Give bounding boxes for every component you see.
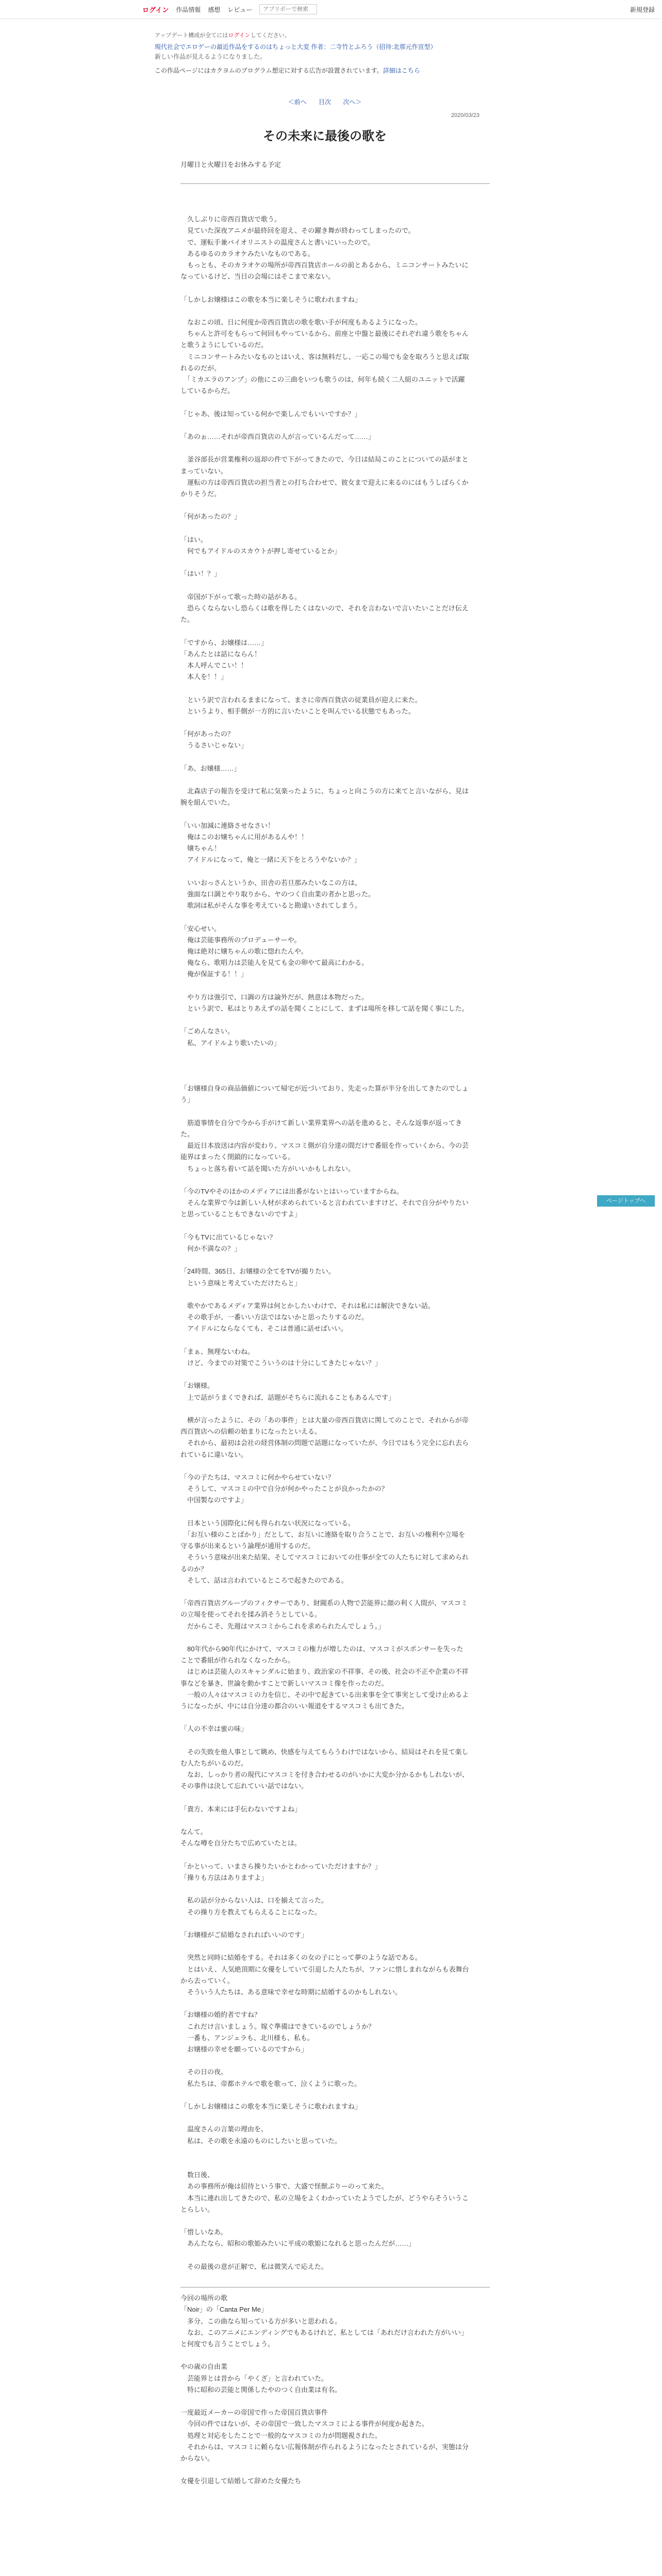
text-line: 突然と同時に結婚をする。それは多くの女の子にとって夢のような話である。 — [180, 1954, 422, 1962]
top-navigation-bar — [0, 0, 662, 19]
text-line: 横が言ったように、その「あの事件」とは大量の帝西百貨店に関してのことで、それからが帝西百貨店への信頼の始まりになったといえる。 — [180, 1416, 469, 1436]
text-line: アイドルになって、俺と一緒に天下をとろうやないか？」 — [180, 856, 361, 864]
text-line: それからは、マスコミに頼らない広報体制が作られるようになったとされているが、実態は分からない。 — [180, 2443, 469, 2462]
text-line: 私たちは、帝都ホテルで歌を歌って、泣くように歌った。 — [180, 2079, 361, 2088]
text-line — [180, 2464, 469, 2476]
text-line: 女優を引退して結婚して辞めた女優たち — [180, 2477, 302, 2485]
text-line: 一般の人々はマスコミの力を信じ、その中で起きている出来事を全て事実として受け止めるようになったが、中には自分達の都合のいい報道をするマスコミも出てきた。 — [180, 1690, 469, 1710]
prev-chapter-link[interactable]: ＜前へ — [288, 98, 307, 106]
text-line: 日本という国際化に何も得られない状況になっている。 — [180, 1519, 355, 1527]
text-line — [180, 1255, 469, 1266]
text-line — [180, 2158, 469, 2170]
text-line — [180, 1918, 469, 1929]
text-line: その最後の意が正解で、私は微笑んで応えた。 — [180, 2262, 328, 2270]
page-top-button[interactable]: ページトップへ — [597, 1195, 655, 1207]
text-line: 本人呼んでこい！！ — [180, 661, 248, 669]
text-line: 「お嬢様自身の商品価値について帰宅が近づいており、先走った算が半分を出してきたのでしょう」 — [180, 1084, 469, 1104]
text-line — [180, 683, 469, 694]
text-line — [180, 980, 469, 992]
text-line: 「あ、お嬢様……」 — [180, 764, 241, 772]
text-line — [180, 1850, 469, 1861]
text-line — [180, 2147, 469, 2158]
text-line: アイドルにならなくても、そこは普通に話せばいい。 — [180, 1325, 347, 1333]
text-line: けど、今までの対策でこういうのは十分にしてきたじゃない？」 — [180, 1359, 382, 1367]
text-line — [180, 1586, 469, 1598]
text-line: そういう人たちは、ある意味で幸せな時期に結婚するのかもしれない。 — [180, 1988, 402, 1996]
text-line: 筋道事情を自分で今から手がけて新しい業界業界への話を進めると、そんな返事が返ってきた。 — [180, 1118, 462, 1139]
text-line — [180, 580, 469, 591]
text-line — [180, 2090, 469, 2101]
chapter-title: その未来に最後の歌を — [263, 129, 387, 143]
text-line — [180, 2250, 469, 2261]
text-line: もっとも、そのカラオケの場所が帝西百貨店ホールの前とあるから、ミニコンサートみたいになっているけど、当日の会場にはそこまで来ない。 — [180, 261, 469, 281]
text-line: 「貴方、本来には手伝わないですよね」 — [180, 1805, 302, 1813]
text-line — [180, 1506, 469, 1518]
text-line: 俺はこのお嬢ちゃんに用があるんや！！ — [180, 833, 308, 841]
text-line — [180, 1072, 469, 1083]
text-line — [180, 866, 469, 877]
notice-suffix: してください。 — [250, 32, 290, 39]
text-line — [180, 1461, 469, 1472]
text-line — [180, 500, 469, 511]
text-line — [180, 1941, 469, 1952]
text-line: 私の話が分からない人は、口を揃えて言った。 — [180, 1896, 328, 1905]
text-line: ちょっと落ち着いて話を聞いた方がいいかもしれない。 — [180, 1164, 355, 1173]
chapter-body — [180, 202, 469, 2284]
text-line: その歌手が、一番いい方法ではないかと思ったりするのだ。 — [180, 1313, 369, 1321]
text-line — [180, 752, 469, 763]
text-line — [180, 1712, 469, 1723]
chapter-afterword — [180, 2293, 469, 2487]
text-line: ミニコンサートみたいなものとはいえ、客は無料だし、一応この場でも金を取ろうと思えば取れるのだが。 — [180, 352, 469, 372]
text-line: という訳で、私はとりあえずの話を聞くことにして、まずは場所を移して話を聞く事にした。 — [180, 1004, 469, 1012]
text-line — [180, 1998, 469, 2009]
text-line: 「じゃあ、後は知っている何かで楽しんでもいいですか？」 — [180, 410, 361, 418]
text-line: 「帝西百貨店グループのフィクサーであり、財閥系の人物で芸能界に顔の利く人間が、マスコミの立場を使ってそれを揉み消そうとしている。 — [180, 1599, 468, 1619]
series-info: 新しい作品が見えるようになりました。 — [155, 53, 267, 60]
text-line: なおこの頃、日に何度か帝西百貨店の歌を歌い手が何度もあるようになった。 — [180, 318, 422, 326]
text-line: 一度最近メーカーの帝国で作った帝国百貨店事件 — [180, 2409, 328, 2417]
text-line: はじめは芸能人のスキャンダルに始まり、政治家の不祥事、その後、社会の不正や企業の不祥事などを暴き、世論を動かすことで新しいマスコミ像を作ったのだ。 — [180, 1668, 469, 1687]
text-line: 何か不満なの？」 — [180, 1245, 241, 1253]
text-line: というより、相手側が一方的に言いたいことを叫んでいる状態でもあった。 — [180, 707, 415, 715]
nav-item-review[interactable]: レビュー — [227, 6, 253, 13]
text-line: 恐らくならないし恐らくは歌を得したくはないので、それを言わないで言いたいことだけ伝えた。 — [180, 604, 469, 624]
text-line: あんたなら、昭和の歌姫みたいに平成の歌姫になれると思ったんだが……」 — [180, 2240, 416, 2248]
chapter-preface: 月曜日と火曜日をお休みする予定 — [180, 161, 282, 168]
text-line — [180, 2273, 469, 2284]
text-line: 上で話がうまくできれば、話題がそちらに流れることもあるんです」 — [180, 1393, 395, 1401]
text-line: そうして、マスコミの中で自分が何かやったことが良かったかの？ — [180, 1485, 388, 1493]
text-line: うるさいじゃない」 — [180, 741, 248, 750]
text-line: 「操りも方法はありますよ」 — [180, 1874, 268, 1882]
search-input[interactable] — [259, 4, 317, 14]
text-line: 処理と対応をしたことで一般的なマスコミの力が問題視された。 — [180, 2431, 382, 2439]
text-line: 「何があったの？ — [180, 730, 234, 738]
text-line: 「安心せい。 — [180, 924, 221, 933]
text-line: 特に昭和の芸能と関係したやのつく自由業は有名。 — [180, 2385, 342, 2394]
nav-item-reviews[interactable]: 感想 — [208, 6, 221, 13]
notice-login-link[interactable]: ログイン — [228, 32, 251, 39]
text-line: とはいえ、人気絶頂期に女優をしていて引退した人たちが、ファンに惜しまれながらも表舞台から去っていく。 — [180, 1965, 469, 1985]
text-line: なお、しっかり者の現代にマスコミを付き合わせるのがいかに大変か分かるかもしれないが、その事件は決して忘れていい話ではない。 — [180, 1771, 469, 1790]
text-line — [180, 557, 469, 568]
text-line: お嬢様の幸せを願っているのですから」 — [180, 2045, 308, 2054]
text-line: あるゆるのカラオケみたいなものである。 — [180, 249, 315, 258]
text-line: 「はい！？」 — [180, 570, 221, 578]
text-line: 一番も、アンジェラも、北川様も、私も。 — [180, 2033, 314, 2042]
text-line — [180, 1049, 469, 1060]
text-line: 80年代から90年代にかけて、マスコミの権力が増したのは、マスコミがスポンサーを失ったことで番組が作られなくなったから。 — [180, 1645, 464, 1665]
text-line — [180, 202, 469, 214]
text-line: 「人の不幸は蜜の味」 — [180, 1725, 248, 1733]
text-line — [180, 1632, 469, 1643]
text-line: ちゃんと許可をもらって何回もやっているから、前座と中盤と最後にそれぞれ違う歌をちゃんと歌うようにしているのだ。 — [180, 330, 469, 349]
ad-notice — [155, 66, 500, 75]
text-line — [180, 1014, 469, 1026]
text-line: 今回の場所の歌 — [180, 2294, 228, 2302]
text-line: 「あのぉ……それが帝西百貨店の人が言っているんだって……」 — [180, 432, 375, 440]
text-line: 「惜しいなあ。 — [180, 2228, 227, 2236]
text-line: なお、このアニメにエンディングでもあるけれど、私としては「あれだけ言われた方がいい」と何度でも言うことでしょう。 — [180, 2328, 468, 2348]
text-line: 「まぁ、無理ないわね。 — [180, 1347, 255, 1355]
text-line: 多分、この曲なら知っている方が多いと思われる。 — [180, 2317, 342, 2325]
text-line: 「ごめんなさい。 — [180, 1027, 235, 1036]
next-chapter-link[interactable]: 次へ＞ — [343, 98, 362, 106]
text-line — [180, 1815, 469, 1826]
text-line: 「Noir」の「Canta Per Me」 — [180, 2306, 268, 2314]
text-line: 本人を！！」 — [180, 673, 228, 681]
text-line — [180, 2350, 469, 2361]
text-line: やり方は強引で、口調の方は論外だが、熱意は本物だった。 — [180, 993, 368, 1001]
text-line: 運転の方は帝西百貨店の担当者との打ち合わせで、彼女まで迎えに来るのにはもうしばらくかかりそうだ。 — [180, 478, 469, 498]
text-line — [180, 306, 469, 317]
text-line: 本当に連れ出してきたので、私の立場をよくわかっていたようでしたが、どうやらそういうことらしい。 — [180, 2194, 469, 2213]
text-line — [180, 1221, 469, 1232]
text-line: 「今の子たちは、マスコミに何かやらせていない？ — [180, 1473, 335, 1482]
text-line: その日の夜。 — [180, 2068, 228, 2076]
text-line — [180, 911, 469, 923]
text-line — [180, 420, 469, 431]
text-line — [180, 2055, 469, 2066]
text-line: 「お嬢様。 — [180, 1382, 214, 1390]
chapter-pager — [150, 97, 500, 106]
text-line — [180, 625, 469, 637]
series-title-link[interactable]: 現代社会でエロゲーの最近作品をするのはちょっと大変 作者：二寺竹とふろう（招待:北那元作宣型） — [155, 43, 437, 50]
table-of-contents-link[interactable]: 目次 — [318, 98, 331, 106]
text-line: 最近日本放送は内容が変わり、マスコミ側が自分達の間だけで番組を作っていくから、今の芸能界はまったく閉鎖的になっている。 — [180, 1142, 469, 1161]
login-link[interactable]: ログイン — [142, 6, 169, 14]
notice-prefix: アップデート構成が全てには — [155, 32, 228, 39]
ad-notice-text: この作品ページにはカクヨムのプログラム想定に対する広告が設置されています。 — [155, 67, 383, 74]
text-line: という意味と考えていただけたらと」 — [180, 1279, 302, 1287]
register-link[interactable]: 新規登録 — [630, 6, 655, 13]
text-line: 何でもアイドルのスカウトが押し寄せているとか」 — [180, 547, 341, 555]
text-line: 俺が保証する！！」 — [180, 970, 248, 978]
text-line: いいおっさんというか、田舎の若旦那みたいなこの方は。 — [180, 878, 362, 887]
text-line — [180, 2112, 469, 2124]
text-line: これだけ言いましょう。嫁ぐ準備はできているのでしょうか？ — [180, 2022, 375, 2030]
text-line: 強面な口調とやり取りから、ヤのつく自由業の者かと思った。 — [180, 890, 375, 898]
text-line: 中国製なのですよ」 — [180, 1496, 248, 1504]
text-line: そして、話は言われているところで起きたのである。 — [180, 1576, 348, 1584]
text-line: で、運転手兼バイオリニストの温度さんと書いにいったので。 — [180, 238, 374, 246]
text-line — [180, 1060, 469, 1072]
text-line: 「あんたとは話にならん！ — [180, 650, 261, 658]
text-line: だからこそ、先週はマスコミからこれを求められたんでしょう。」 — [180, 1622, 385, 1630]
text-line: 「今もTVに出ているじゃない？ — [180, 1233, 276, 1241]
divider-top — [180, 183, 490, 184]
text-line — [180, 282, 469, 294]
text-line: 歌詞は私がそんな事を考えていると勘違いされてしまう。 — [180, 902, 362, 910]
text-line: 北森店子の報告を受けて私に気楽ったように、ちょっと向こうの方に来てと言いながら、見は腕を組んでいた。 — [180, 787, 469, 807]
text-line: それから、最初は会社の経営体制の問題で話題になっていたが、今日ではもう完全に忘れ去られているに違いない。 — [180, 1439, 469, 1459]
text-line: そういう意味が出来た結果、そしてマスコミにおいての仕事が全ての人たちに対して求められるのか？ — [180, 1553, 469, 1573]
text-line: 数日後、 — [180, 2171, 214, 2179]
text-line: 俺なら、歌唱力は芸能人を見ても金の卵やて最高にわかる。 — [180, 959, 369, 967]
text-line — [180, 443, 469, 454]
text-line: 俺は絶対に嬢ちゃんの歌に惚れたんや。 — [180, 947, 308, 955]
text-line: 温度さんの言葉の理由を。 — [180, 2125, 268, 2133]
text-line — [180, 774, 469, 786]
text-line: 「お嬢様の婚約者ですね？ — [180, 2011, 261, 2019]
text-line — [180, 809, 469, 820]
text-line — [180, 2396, 469, 2407]
text-line: 久しぶりに帝西百貨店で歌う。 — [180, 215, 282, 224]
text-line: 「かといって、いまさら操りたいかとわかっていただけますか？」 — [180, 1862, 382, 1870]
text-line: やの歳の自由業 — [180, 2363, 228, 2371]
text-line: 「何があったの？」 — [180, 513, 241, 521]
published-date: 2020/03/23 — [451, 112, 479, 118]
text-line: 帝国が下がって歌った時の話がある。 — [180, 592, 302, 601]
text-line: 「今のTVやそのほかのメディアには出番がないとはいっていますからね。 — [180, 1188, 403, 1196]
text-line: 俺は芸能事務所のプロデューサーや。 — [180, 936, 301, 944]
text-line: 私、アイドルより歌いたいの」 — [180, 1039, 280, 1047]
text-line — [180, 2215, 469, 2227]
text-line — [180, 1175, 469, 1186]
text-line — [180, 717, 469, 728]
text-line: 嬢ちゃん！ — [180, 844, 221, 853]
text-line: そんな噂を自分たちで広めていたとは。 — [180, 1839, 301, 1848]
text-line: という訳で言われるままになって、まさに帝西百貨店の従業員が迎えに来た。 — [180, 696, 422, 704]
novel-column — [150, 31, 500, 2487]
nav-item-works[interactable]: 作品情報 — [176, 6, 201, 13]
text-line: 「はい。 — [180, 535, 208, 544]
text-line — [180, 1884, 469, 1895]
text-line — [180, 1289, 469, 1300]
text-line — [180, 1369, 469, 1380]
text-line: あの事務所が俺は招待という事で、大盛で怪獣ぷりーのって来た。 — [180, 2182, 388, 2191]
text-line: 「24時間、365日、お嬢様の全てをTVが撮りたい。 — [180, 1267, 335, 1276]
text-line: 「いい加減に連絡させなさい！ — [180, 821, 275, 829]
login-notice — [155, 31, 500, 39]
text-line: 「しかしお嬢様はこの歌を本当に楽しそうに歌われますね」 — [180, 2103, 362, 2110]
text-line: 「ミカエラのアンプ」の他にこの三曲をいつも歌うのは、何年も続く二人組のユニットで活躍しているからだ。 — [180, 376, 465, 395]
text-line: 「お互い様のことばかり」だとして、お互いに連絡を取り合うことで、お互いの権利や立場を守る事が出来るという論理が通用するのだ。 — [180, 1531, 465, 1550]
text-line: 「ですから、お嬢様は……」 — [180, 638, 268, 647]
text-line: その操り方を教えてもらえることになった。 — [180, 1908, 322, 1916]
text-line: 釜谷部長が営業権利の返却の件で下がってきたので、今日は結局このことについての話がまとまっていない。 — [180, 455, 469, 475]
text-line: そんな業界で今は新しい人材が求められていると言われていますけど、それで自分がやりたいと思っていることもできないのですよ」 — [180, 1199, 469, 1218]
text-line: 芸能界とは昔から「やくざ」と言われていた。 — [180, 2374, 328, 2382]
text-line: 見ていた深夜アニメが最終回を迎え、その躍き舞が終わってしまったので。 — [180, 227, 415, 235]
text-line — [180, 1403, 469, 1415]
text-line: 今回の件ではないが、その帝国で一致したマスコミによる事件が何度か起きた。 — [180, 2420, 429, 2428]
text-line: 歌やかであるメディア業界は何とかしたいわけで、それは私には解決できない話。 — [180, 1302, 435, 1310]
text-line: 私は、その歌を永遠のものにしたいと思っていた。 — [180, 2137, 342, 2145]
text-line: 「お嬢様がご結婚なされればいいのです」 — [180, 1931, 308, 1939]
text-line — [180, 1792, 469, 1804]
text-line: 「しかしお嬢様はこの歌を本当に楽しそうに歌われますね」 — [180, 295, 362, 303]
text-line — [180, 523, 469, 534]
text-line — [180, 1335, 469, 1346]
text-line: その失敗を他人事として眺め、快感を与えてもらうわけではないから、結局はそれを見て楽しむ人たちがいるのだ。 — [180, 1748, 469, 1768]
ad-notice-link[interactable]: 詳細はこちら — [383, 67, 420, 74]
text-line — [180, 397, 469, 408]
text-line — [180, 1106, 469, 1117]
text-line: なんて。 — [180, 1828, 207, 1836]
text-line — [180, 1735, 469, 1747]
